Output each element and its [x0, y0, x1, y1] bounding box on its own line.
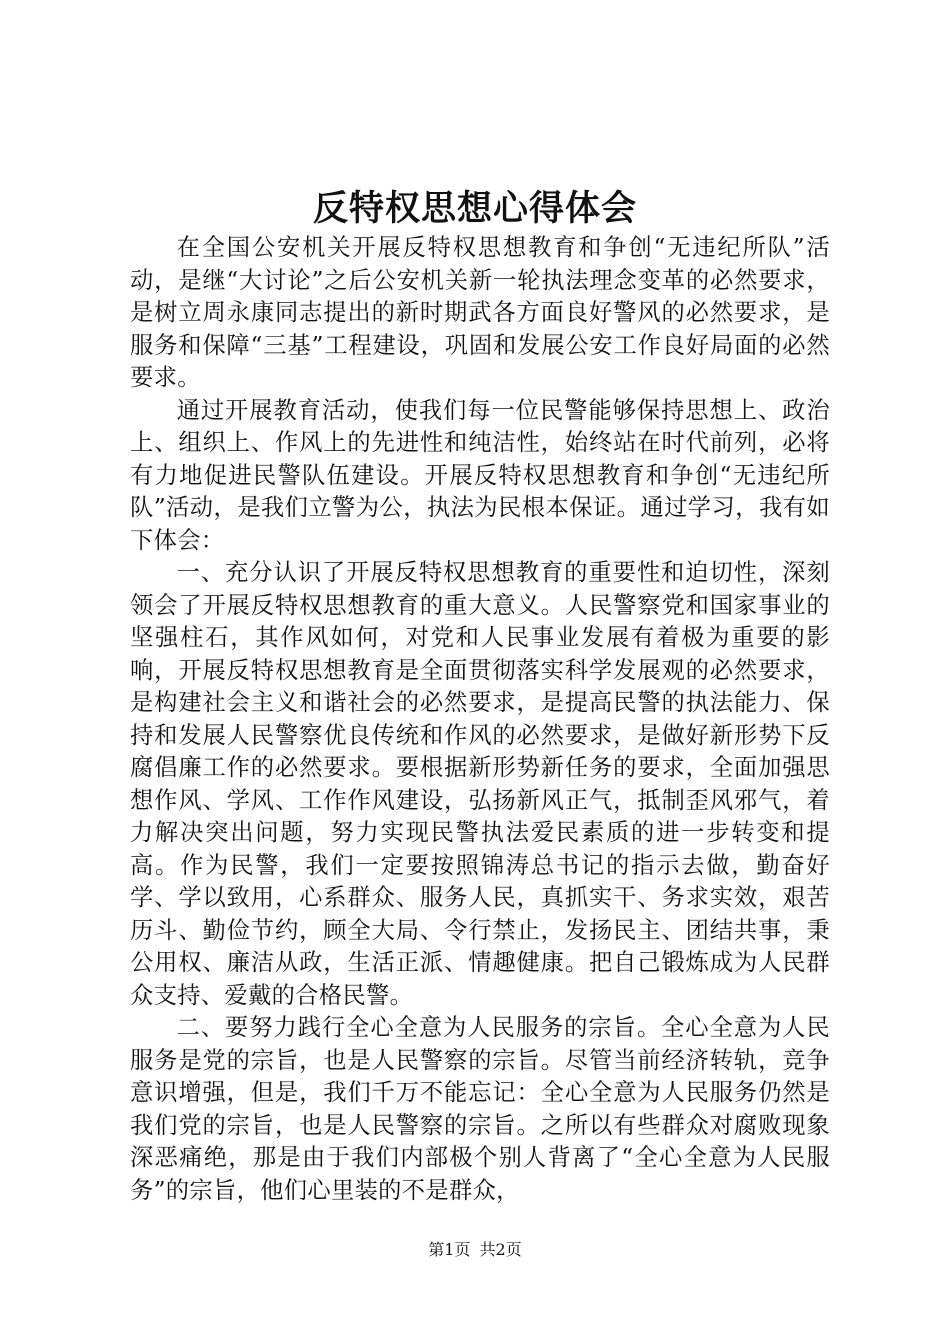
page-footer	[0, 1240, 950, 1260]
paragraph-2: 通过开展教育活动，使我们每一位民警能够保持思想上、政治上、组织上、作风上的先进性和纯洁性，始终站在时代前列，必将有力地促进民警队伍建设。开展反特权思想教育和争创“无违纪所队”活动，是我们立警为公，执法为民根本保证。通过学习，我有如下体会：	[130, 396, 830, 554]
document-title: 反特权思想心得体会	[312, 188, 637, 229]
paragraph-4: 二、要努力践行全心全意为人民服务的宗旨。全心全意为人民服务是党的宗旨，也是人民警察的宗旨。尽管当前经济转轨，竞争意识增强，但是，我们千万不能忘记：全心全意为人民服务仍然是我们党的宗旨，也是人民警察的宗旨。之所以有些群众对腐败现象深恶痛绝，那是由于我们内部极个别人背离了“全心全意为人民服务”的宗旨，他们心里装的不是群众，	[130, 1014, 830, 1204]
page-number: 第1页	[428, 1240, 471, 1259]
paragraph-1: 在全国公安机关开展反特权思想教育和争创“无违纪所队”活动，是继“大讨论”之后公安机关新一轮执法理念变革的必然要求，是树立周永康同志提出的新时期武各方面良好警风的必然要求，是服务和保障“三基”工程建设，巩固和发展公安工作良好局面的必然要求。	[130, 234, 830, 391]
document-body	[130, 232, 830, 1207]
paragraph-3: 一、充分认识了开展反特权思想教育的重要性和迫切性，深刻领会了开展反特权思想教育的重大意义。人民警察党和国家事业的坚强柱石，其作风如何，对党和人民事业发展有着极为重要的影响，开展反特权思想教育是全面贯彻落实科学发展观的必然要求，是构建社会主义和谐社会的必然要求，是提高民警的执法能力、保持和发展人民警察优良传统和作风的必然要求，是做好新形势下反腐倡廉工作的必然要求。要根据新形势新任务的要求，全面加强思想作风、学风、工作作风建设，弘扬新风正气，抵制歪风邪气，着力解决突出问题，努力实现民警执法爱民素质的进一步转变和提高。作为民警，我们一定要按照锦涛总书记的指示去做，勤奋好学、学以致用，心系群众、服务人民，真抓实干、务求实效，艰苦历斗、勤俭节约，顾全大局、令行禁止，发扬民主、团结共事，秉公用权、廉洁从政，生活正派、情趣健康。把自己锻炼成为人民群众支持、爱戴的合格民警。	[130, 559, 830, 1009]
page-total: 共2页	[479, 1240, 522, 1259]
